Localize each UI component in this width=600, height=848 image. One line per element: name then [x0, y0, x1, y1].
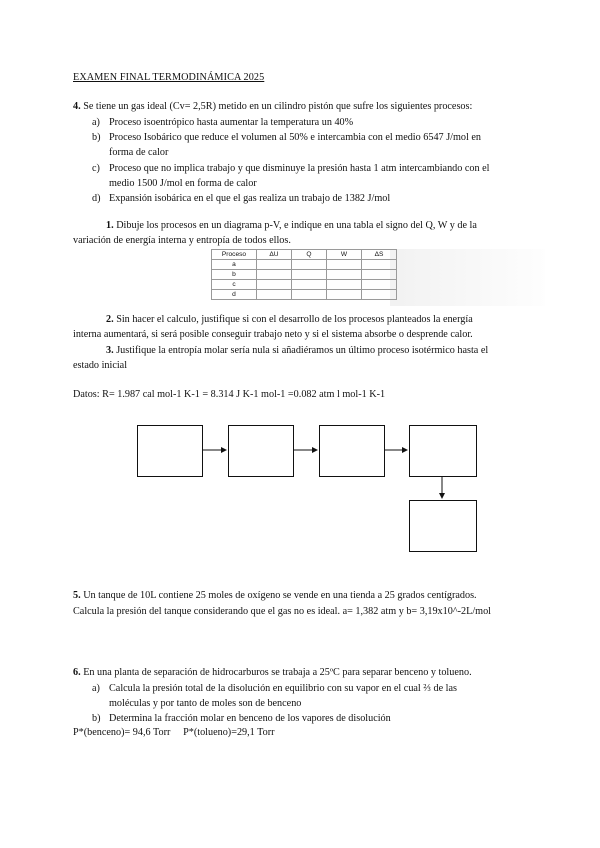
table-row-label: a — [212, 260, 257, 270]
q5-line1 — [73, 590, 477, 601]
q4-sub3-number: 3. — [106, 345, 114, 356]
q4-item-a-mark: a) — [92, 117, 100, 128]
q6-intro-text: En una planta de separación de hidrocarburos se trabaja a 25ºC para separar benceno y tolueno. — [83, 667, 472, 678]
q4-item-c-text-1: Proceso que no implica trabajo y que disminuye la presión hasta 1 atm intercambiando con el — [109, 163, 490, 174]
q4-item-b-text-2: forma de calor — [109, 147, 169, 158]
q6-intro — [73, 667, 472, 678]
table-header-cell: ΔS — [362, 250, 397, 260]
q4-sub2-number: 2. — [106, 314, 114, 325]
table-header-cell: ΔU — [257, 250, 292, 260]
q4-item-d-mark: d) — [92, 193, 101, 204]
table-row-label: b — [212, 270, 257, 280]
q4-sub1-text: Dibuje los procesos en un diagrama p-V, e indique en una tabla el signo del Q, W y de la — [116, 220, 477, 231]
table-row-label: c — [212, 280, 257, 290]
table-header-cell: Proceso — [212, 250, 257, 260]
q6-item-b-mark: b) — [92, 713, 101, 724]
q4-sub3-text: Justifique la entropía molar sería nula si añadiéramos un último proceso isotérmico hasta el — [116, 345, 489, 356]
q6-item-a-text-2: moléculas y por tanto de moles son de benceno — [109, 698, 302, 709]
q4-item-c-mark: c) — [92, 163, 100, 174]
q4-sub3-line2: estado inicial — [73, 360, 128, 371]
table-row-label: d — [212, 290, 257, 300]
page-title: EXAMEN FINAL TERMODINÁMICA 2025 — [73, 72, 265, 83]
q4-sub1-number: 1. — [106, 220, 114, 231]
q6-pressures: P*(benceno)= 94,6 Torr P*(tolueno)=29,1 Torr — [73, 727, 275, 738]
q4-item-a-text: Proceso isoentrópico hasta aumentar la temperatura un 40% — [109, 117, 354, 128]
q4-number: 4. — [73, 101, 81, 112]
q6-number: 6. — [73, 667, 81, 678]
q5-line2: Calcula la presión del tanque considerando que el gas no es ideal. a= 1,382 atm y b= 3,19x10^-2L/mol — [73, 606, 492, 617]
q4-intro-text: Se tiene un gas ideal (Cv= 2,5R) metido en un cilindro pistón que sufre los siguientes procesos: — [83, 101, 473, 112]
q4-sub1-line2: variación de energía interna y entropía de todos ellos. — [73, 235, 291, 246]
q4-item-c-text-2: medio 1500 J/mol en forma de calor — [109, 178, 257, 189]
q6-item-a-mark: a) — [92, 683, 100, 694]
constants-data: Datos: R= 1.987 cal mol-1 K-1 = 8.314 J K-1 mol-1 =0.082 atm l mol-1 K-1 — [73, 389, 386, 400]
q6-item-a-text-1: Calcula la presión total de la disolución en equilibrio con su vapor en el cual ⅔ de las — [109, 683, 457, 694]
q4-sub2-text: Sin hacer el calculo, justifique si con el desarrollo de los procesos planteados la energía — [116, 314, 473, 325]
q4-item-d-text: Expansión isobárica en el que el gas realiza un trabajo de 1382 J/mol — [109, 193, 391, 204]
table-header-cell: W — [327, 250, 362, 260]
q5-text: Un tanque de 10L contiene 25 moles de oxígeno se vende en una tienda a 25 grados centígrados. — [83, 590, 477, 601]
q4-item-b-text-1: Proceso Isobárico que reduce el volumen al 50% e intercambia con el medio 6547 J/mol en — [109, 132, 482, 143]
table-header-cell: Q — [292, 250, 327, 260]
q5-number: 5. — [73, 590, 81, 601]
q6-item-b-text: Determina la fracción molar en benceno de los vapores de disolución — [109, 713, 391, 724]
q4-item-b-mark: b) — [92, 132, 101, 143]
q4-sub2-line2: interna aumentará, si será posible conseguir trabajo neto y si el sistema absorbe o desprende calor. — [73, 329, 473, 340]
